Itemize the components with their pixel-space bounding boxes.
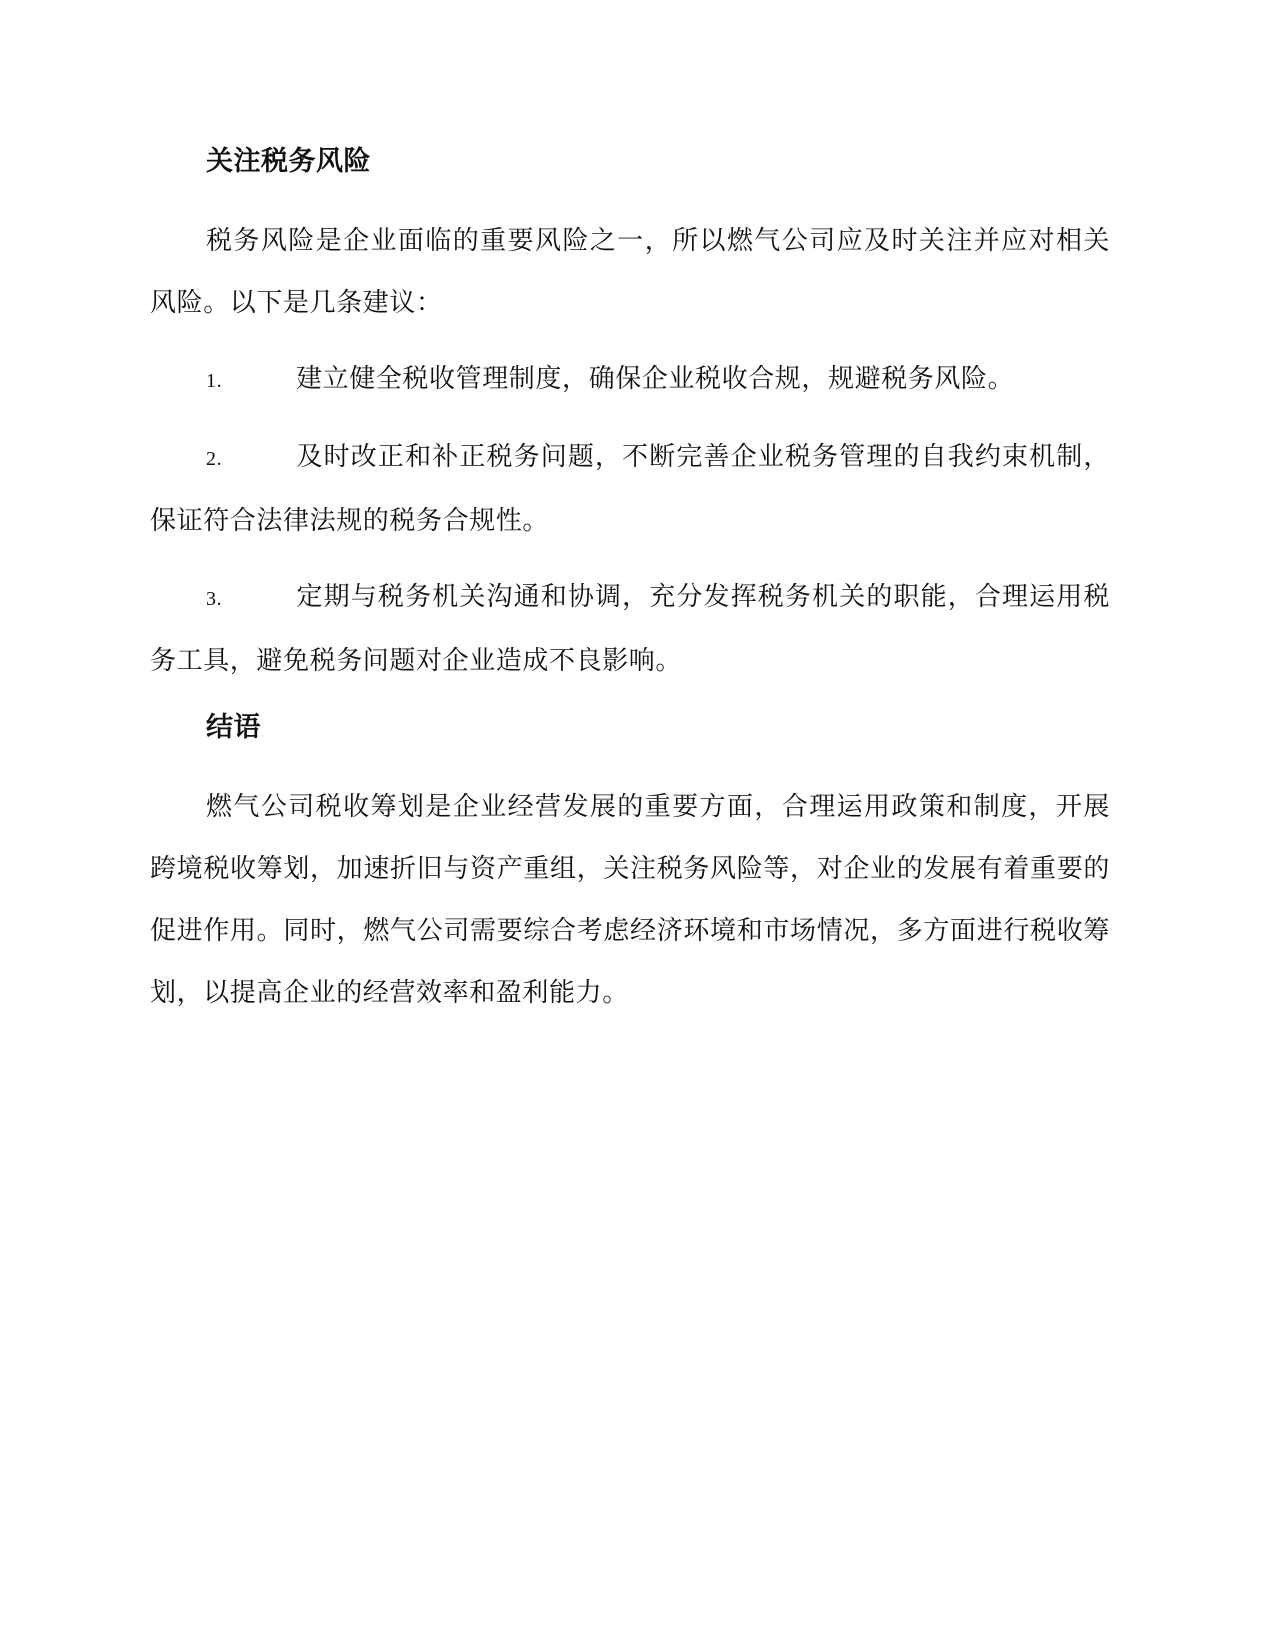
conclusion-paragraph: 燃气公司税收筹划是企业经营发展的重要方面，合理运用政策和制度，开展跨境税收筹划，加速折旧与资产重组，关注税务风险等，对企业的发展有着重要的促进作用。同时，燃气公司需要综合考虑经济环境和市场情况，多方面进行税收筹划，以提高企业的经营效率和盈利能力。 (150, 792, 1110, 1008)
list-item-1 (150, 348, 1110, 412)
list-number: 2. (206, 448, 223, 470)
document-content (150, 140, 1110, 1038)
list-item-text: 及时改正和补正税务问题，不断完善企业税务管理的自我约束机制，保证符合法律法规的税务合规性。 (150, 442, 1110, 536)
list-number: 1. (206, 370, 223, 392)
section-heading-tax-risk: 关注税务风险 (206, 146, 371, 177)
intro-paragraph: 税务风险是企业面临的重要风险之一，所以燃气公司应及时关注并应对相关风险。以下是几条建议： (150, 226, 1110, 318)
list-number: 3. (206, 588, 223, 610)
list-item-text: 定期与税务机关沟通和协调，充分发挥税务机关的职能，合理运用税务工具，避免税务问题对企业造成不良影响。 (150, 582, 1110, 676)
section-heading-conclusion: 结语 (206, 712, 261, 743)
list-item-2 (150, 426, 1110, 552)
list-item-text: 建立健全税收管理制度，确保企业税收合规，规避税务风险。 (296, 364, 1015, 394)
list-item-3 (150, 566, 1110, 692)
